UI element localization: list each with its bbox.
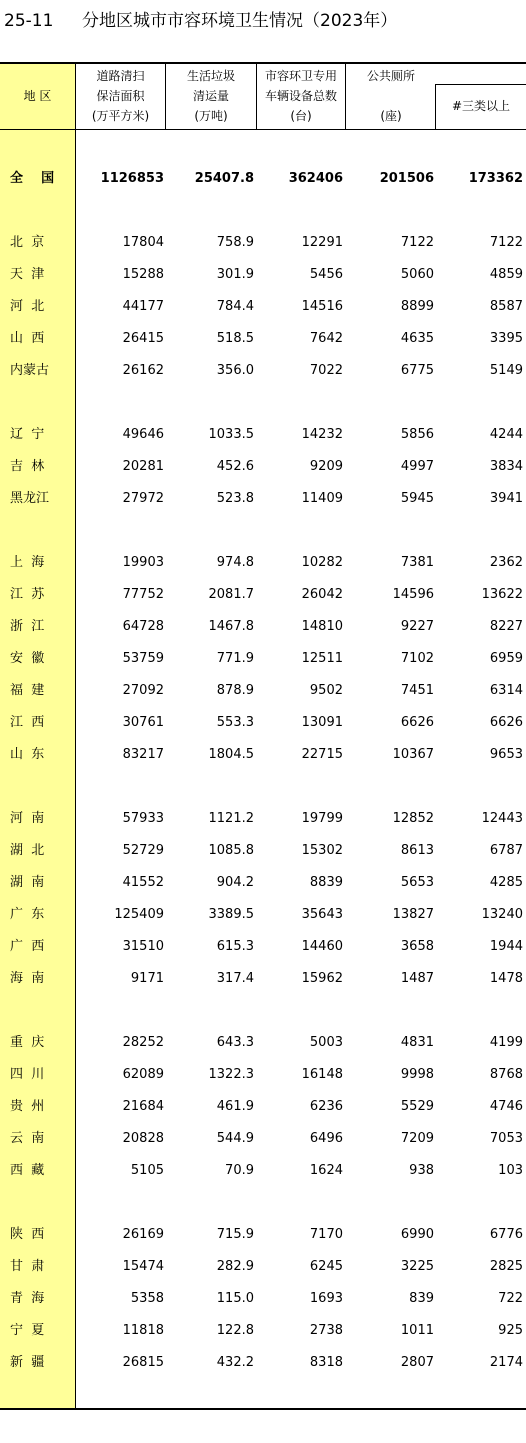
- toilets-cell: 10367: [392, 747, 434, 762]
- toilets-cell: 7209: [400, 1131, 434, 1146]
- header-toilets-class3: #三类以上: [451, 99, 511, 113]
- class3-cell: 1944: [489, 939, 523, 954]
- region-name: 重 庆: [10, 1035, 45, 1050]
- road-area-cell: 125409: [114, 907, 164, 922]
- toilets-cell: 5060: [400, 267, 434, 282]
- header-garbage: 生活垃圾 清运量 (万吨): [186, 69, 235, 123]
- road-area-cell: 53759: [122, 651, 164, 666]
- road-area-cell: 27092: [122, 683, 164, 698]
- road-area-cell: 44177: [122, 299, 164, 314]
- table-row: [0, 1251, 526, 1283]
- garbage-cell: 715.9: [216, 1227, 254, 1242]
- garbage-cell: 3389.5: [208, 907, 254, 922]
- class3-cell: 7122: [489, 235, 523, 250]
- table-row: [0, 675, 526, 707]
- garbage-cell: 356.0: [216, 363, 254, 378]
- garbage-cell: 758.9: [216, 235, 254, 250]
- vehicles-cell: 14460: [301, 939, 343, 954]
- region-name: 湖 北: [10, 843, 45, 858]
- class3-cell: 4285: [489, 875, 523, 890]
- vehicles-cell: 6245: [309, 1259, 343, 1274]
- table-top-rule: [0, 62, 526, 64]
- region-name: 宁 夏: [10, 1323, 45, 1338]
- statistics-table: [0, 62, 526, 1410]
- road-area-cell: 83217: [122, 747, 164, 762]
- table-row: [0, 1315, 526, 1347]
- garbage-cell: 544.9: [216, 1131, 254, 1146]
- table-row: [0, 643, 526, 675]
- vehicles-cell: 35643: [301, 907, 343, 922]
- vehicles-cell: 12291: [301, 235, 343, 250]
- garbage-cell: 1121.2: [208, 811, 254, 826]
- region-name: 黑龙江: [10, 491, 50, 506]
- region-name: 内蒙古: [10, 363, 50, 378]
- vehicles-cell: 15962: [301, 971, 343, 986]
- table-row: [0, 867, 526, 899]
- table-row: [0, 1347, 526, 1379]
- vehicles-cell: 9502: [309, 683, 343, 698]
- toilets-cell: 1011: [400, 1323, 434, 1338]
- road-area-cell: 20828: [122, 1131, 164, 1146]
- road-area-cell: 11818: [122, 1323, 164, 1338]
- table-row: [0, 899, 526, 931]
- table-row: [0, 1219, 526, 1251]
- garbage-cell: 784.4: [216, 299, 254, 314]
- road-area-cell: 26415: [122, 331, 164, 346]
- road-area-cell: 31510: [122, 939, 164, 954]
- toilets-cell: 8613: [400, 843, 434, 858]
- header-bottom-rule: [0, 129, 526, 130]
- vehicles-cell: 1624: [309, 1163, 343, 1178]
- toilets-cell: 7451: [400, 683, 434, 698]
- region-name: 北 京: [10, 235, 45, 250]
- region-name: 西 藏: [10, 1163, 45, 1178]
- road-area-cell: 41552: [122, 875, 164, 890]
- road-area-cell: 5358: [130, 1291, 164, 1306]
- region-name: 贵 州: [10, 1099, 45, 1114]
- class3-cell: 4859: [489, 267, 523, 282]
- table-row: [0, 803, 526, 835]
- class3-cell: 8768: [489, 1067, 523, 1082]
- header-vehicles: 市容环卫专用 车辆设备总数 (台): [264, 69, 337, 123]
- garbage-cell: 317.4: [216, 971, 254, 986]
- class3-cell: 6787: [489, 843, 523, 858]
- toilets-cell: 6990: [400, 1227, 434, 1242]
- road-area-cell: 27972: [122, 491, 164, 506]
- road-area-cell: 64728: [122, 619, 164, 634]
- vehicles-cell: 6236: [309, 1099, 343, 1114]
- vehicles-cell: 19799: [301, 811, 343, 826]
- table-row: [0, 419, 526, 451]
- vehicles-cell: 14232: [301, 427, 343, 442]
- road-area-cell: 21684: [122, 1099, 164, 1114]
- garbage-cell: 432.2: [216, 1355, 254, 1370]
- toilets-cell: 14596: [392, 587, 434, 602]
- garbage-cell: 1085.8: [208, 843, 254, 858]
- toilets-cell: 7102: [400, 651, 434, 666]
- class3-cell: 8587: [489, 299, 523, 314]
- region-name: 江 西: [10, 715, 45, 730]
- road-area-cell: 1126853: [100, 171, 164, 186]
- header-road-area: 道路清扫 保洁面积 (万平方米): [91, 69, 150, 123]
- toilets-cell: 1487: [400, 971, 434, 986]
- table-row: [0, 483, 526, 515]
- toilets-cell: 9227: [400, 619, 434, 634]
- road-area-cell: 19903: [122, 555, 164, 570]
- table-row: [0, 163, 526, 195]
- table-row: [0, 259, 526, 291]
- garbage-cell: 1804.5: [208, 747, 254, 762]
- class3-cell: 6314: [489, 683, 523, 698]
- road-area-cell: 49646: [122, 427, 164, 442]
- vehicles-cell: 7642: [309, 331, 343, 346]
- vehicles-cell: 12511: [301, 651, 343, 666]
- garbage-cell: 904.2: [216, 875, 254, 890]
- toilets-cell: 3658: [400, 939, 434, 954]
- toilets-cell: 4635: [400, 331, 434, 346]
- table-row: [0, 1155, 526, 1187]
- class3-cell: 5149: [489, 363, 523, 378]
- table-row: [0, 451, 526, 483]
- table-row: [0, 931, 526, 963]
- road-area-cell: 26815: [122, 1355, 164, 1370]
- road-area-cell: 52729: [122, 843, 164, 858]
- region-name: 陕 西: [10, 1227, 45, 1242]
- toilets-cell: 12852: [392, 811, 434, 826]
- vehicles-cell: 15302: [301, 843, 343, 858]
- vehicles-cell: 16148: [301, 1067, 343, 1082]
- table-row: [0, 739, 526, 771]
- garbage-cell: 518.5: [216, 331, 254, 346]
- vehicles-cell: 7022: [309, 363, 343, 378]
- garbage-cell: 122.8: [216, 1323, 254, 1338]
- table-row: [0, 227, 526, 259]
- vehicles-cell: 10282: [301, 555, 343, 570]
- toilets-cell: 3225: [400, 1259, 434, 1274]
- class3-cell: 3395: [489, 331, 523, 346]
- road-area-cell: 77752: [122, 587, 164, 602]
- garbage-cell: 461.9: [216, 1099, 254, 1114]
- class3-cell: 4746: [489, 1099, 523, 1114]
- toilets-cell: 6626: [400, 715, 434, 730]
- road-area-cell: 20281: [122, 459, 164, 474]
- region-name: 辽 宁: [10, 427, 45, 442]
- region-name: 上 海: [10, 555, 45, 570]
- road-area-cell: 15474: [122, 1259, 164, 1274]
- class3-cell: 2362: [489, 555, 523, 570]
- class3-cell: 722: [498, 1291, 523, 1306]
- vehicles-cell: 8839: [309, 875, 343, 890]
- road-area-cell: 30761: [122, 715, 164, 730]
- road-area-cell: 57933: [122, 811, 164, 826]
- toilets-cell: 938: [409, 1163, 434, 1178]
- road-area-cell: 26169: [122, 1227, 164, 1242]
- header-region: 地 区: [23, 89, 52, 103]
- garbage-cell: 452.6: [216, 459, 254, 474]
- class3-cell: 13622: [481, 587, 523, 602]
- class3-cell: 4199: [489, 1035, 523, 1050]
- region-name: 江 苏: [10, 587, 45, 602]
- vehicles-cell: 362406: [288, 171, 343, 186]
- region-name: 福 建: [10, 683, 45, 698]
- table-row: [0, 1027, 526, 1059]
- class3-cell: 6776: [489, 1227, 523, 1242]
- region-name: 广 东: [10, 907, 45, 922]
- table-row: [0, 1283, 526, 1315]
- region-name: 河 北: [10, 299, 45, 314]
- vehicles-cell: 6496: [309, 1131, 343, 1146]
- road-area-cell: 5105: [130, 1163, 164, 1178]
- garbage-cell: 301.9: [216, 267, 254, 282]
- vehicles-cell: 5003: [309, 1035, 343, 1050]
- toilets-cell: 2807: [400, 1355, 434, 1370]
- region-name: 海 南: [10, 971, 45, 986]
- toilets-cell: 7381: [400, 555, 434, 570]
- class3-cell: 12443: [481, 811, 523, 826]
- region-name: 吉 林: [10, 459, 45, 474]
- class3-cell: 13240: [481, 907, 523, 922]
- garbage-cell: 615.3: [216, 939, 254, 954]
- region-name: 青 海: [10, 1291, 45, 1306]
- garbage-cell: 282.9: [216, 1259, 254, 1274]
- toilets-cell: 13827: [392, 907, 434, 922]
- road-area-cell: 15288: [122, 267, 164, 282]
- table-row: [0, 579, 526, 611]
- toilets-cell: 5529: [400, 1099, 434, 1114]
- garbage-cell: 1033.5: [208, 427, 254, 442]
- vehicles-cell: 7170: [309, 1227, 343, 1242]
- class3-cell: 4244: [489, 427, 523, 442]
- region-name: 四 川: [10, 1067, 45, 1082]
- road-area-cell: 62089: [122, 1067, 164, 1082]
- table-row: [0, 611, 526, 643]
- class3-cell: 1478: [489, 971, 523, 986]
- garbage-cell: 523.8: [216, 491, 254, 506]
- table-row: [0, 1059, 526, 1091]
- table-row: [0, 547, 526, 579]
- class3-cell: 2174: [489, 1355, 523, 1370]
- toilets-cell: 4831: [400, 1035, 434, 1050]
- region-name: 河 南: [10, 811, 45, 826]
- garbage-cell: 878.9: [216, 683, 254, 698]
- toilet-subheader-rule: [435, 84, 526, 85]
- road-area-cell: 28252: [122, 1035, 164, 1050]
- class3-cell: 2825: [489, 1259, 523, 1274]
- garbage-cell: 974.8: [216, 555, 254, 570]
- class3-cell: 925: [498, 1323, 523, 1338]
- garbage-cell: 643.3: [216, 1035, 254, 1050]
- road-area-cell: 17804: [122, 235, 164, 250]
- table-row: [0, 355, 526, 387]
- road-area-cell: 9171: [130, 971, 164, 986]
- class3-cell: 3834: [489, 459, 523, 474]
- toilets-cell: 7122: [400, 235, 434, 250]
- toilets-cell: 5653: [400, 875, 434, 890]
- table-title: 分地区城市市容环境卫生情况（2023年）: [82, 11, 398, 31]
- class3-cell: 6959: [489, 651, 523, 666]
- region-name: 山 东: [10, 747, 45, 762]
- garbage-cell: 771.9: [216, 651, 254, 666]
- vehicles-cell: 5456: [309, 267, 343, 282]
- toilets-cell: 201506: [379, 171, 434, 186]
- region-name: 湖 南: [10, 875, 45, 890]
- region-name: 浙 江: [10, 619, 45, 634]
- table-number: 25-11: [4, 11, 54, 31]
- table-row: [0, 835, 526, 867]
- page-title: [4, 6, 397, 31]
- region-name: 云 南: [10, 1131, 45, 1146]
- garbage-cell: 1322.3: [208, 1067, 254, 1082]
- vehicles-cell: 2738: [309, 1323, 343, 1338]
- garbage-cell: 70.9: [225, 1163, 254, 1178]
- class3-cell: 7053: [489, 1131, 523, 1146]
- toilets-cell: 6775: [400, 363, 434, 378]
- vehicles-cell: 14516: [301, 299, 343, 314]
- class3-cell: 103: [498, 1163, 523, 1178]
- table-row: [0, 707, 526, 739]
- table-row: [0, 1091, 526, 1123]
- class3-cell: 173362: [468, 171, 523, 186]
- garbage-cell: 1467.8: [208, 619, 254, 634]
- region-name: 新 疆: [10, 1355, 45, 1370]
- class3-cell: 8227: [489, 619, 523, 634]
- region-name: 全 国: [10, 171, 55, 186]
- road-area-cell: 26162: [122, 363, 164, 378]
- region-name: 山 西: [10, 331, 45, 346]
- vehicles-cell: 8318: [309, 1355, 343, 1370]
- vehicles-cell: 14810: [301, 619, 343, 634]
- table-row: [0, 963, 526, 995]
- region-name: 天 津: [10, 267, 45, 282]
- garbage-cell: 553.3: [216, 715, 254, 730]
- vehicles-cell: 11409: [301, 491, 343, 506]
- vehicles-cell: 22715: [301, 747, 343, 762]
- vehicles-cell: 13091: [301, 715, 343, 730]
- class3-cell: 9653: [489, 747, 523, 762]
- table-row: [0, 323, 526, 355]
- toilets-cell: 8899: [400, 299, 434, 314]
- table-row: [0, 291, 526, 323]
- garbage-cell: 25407.8: [194, 171, 254, 186]
- toilets-cell: 839: [409, 1291, 434, 1306]
- vehicles-cell: 1693: [309, 1291, 343, 1306]
- region-name: 甘 肃: [10, 1259, 45, 1274]
- toilets-cell: 9998: [400, 1067, 434, 1082]
- toilets-cell: 5856: [400, 427, 434, 442]
- table-row: [0, 1123, 526, 1155]
- vehicles-cell: 26042: [301, 587, 343, 602]
- toilets-cell: 5945: [400, 491, 434, 506]
- vehicles-cell: 9209: [309, 459, 343, 474]
- class3-cell: 3941: [489, 491, 523, 506]
- region-name: 广 西: [10, 939, 45, 954]
- class3-cell: 6626: [489, 715, 523, 730]
- region-name: 安 徽: [10, 651, 45, 666]
- garbage-cell: 115.0: [216, 1291, 254, 1306]
- toilets-cell: 4997: [400, 459, 434, 474]
- header-toilets: 公共厕所 (座): [366, 69, 415, 123]
- garbage-cell: 2081.7: [208, 587, 254, 602]
- table-bottom-rule: [0, 1408, 526, 1410]
